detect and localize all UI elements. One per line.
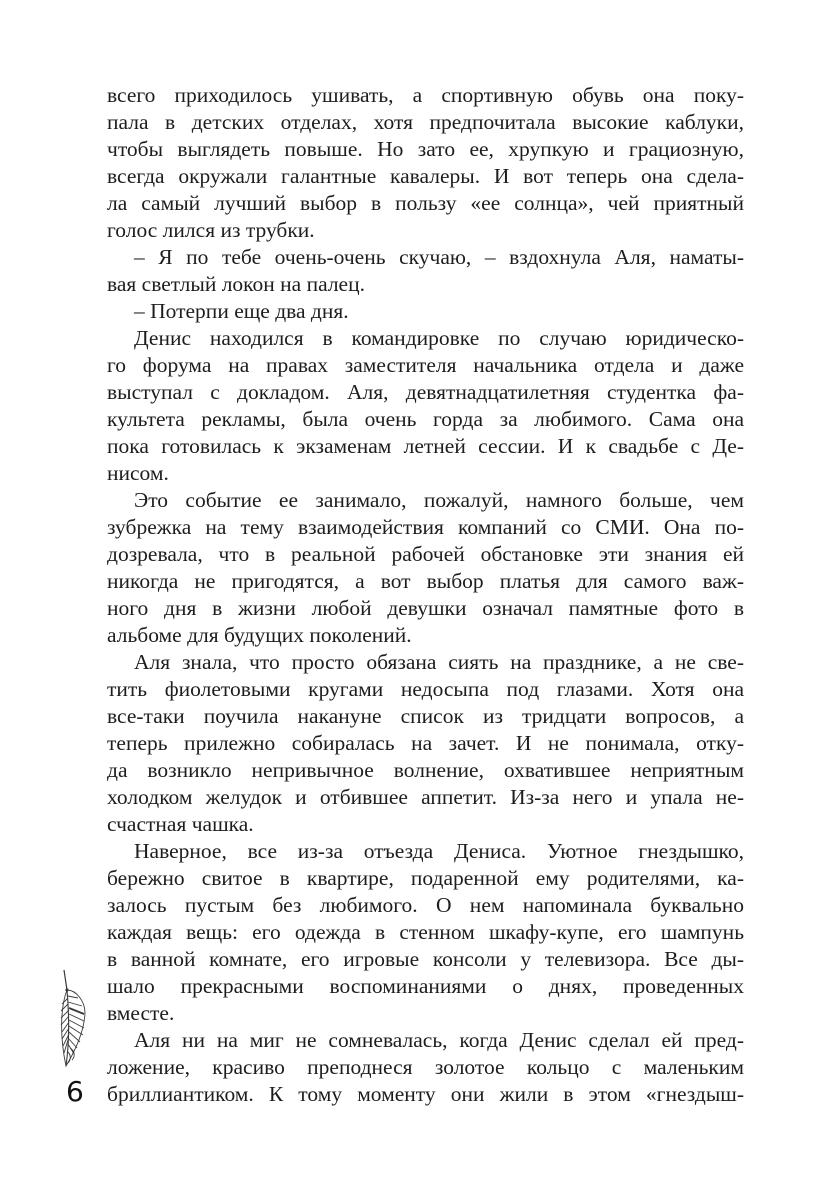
text-line: Это событие ее занимало, пожалуй, намного больше, чем [134, 488, 744, 512]
text-line: – Я по тебе очень-очень скучаю, – вздохнула Аля, наматы- [134, 245, 744, 269]
text-line: бриллиантиком. К тому моменту они жили в этом «гнездыш- [107, 1082, 744, 1106]
paragraph [107, 487, 744, 649]
text-line: – Потерпи еще два дня. [134, 299, 349, 323]
text-line: в ванной комнате, его игровые консоли у телевизора. Все ды- [107, 947, 744, 971]
text-line: да возникло непривычное волнение, охватившее неприятным [107, 758, 744, 782]
text-line: всего приходилось ушивать, а спортивную обувь она поку- [107, 83, 744, 107]
text-line: нисом. [107, 461, 169, 485]
text-line: вая светлый локон на палец. [107, 272, 365, 296]
feather-icon [58, 968, 90, 1078]
text-line: голос лился из трубки. [107, 218, 315, 242]
text-line: залось пустым без любимого. О нем напоминала буквально [107, 893, 744, 917]
text-line: чтобы выглядеть повыше. Но зато ее, хрупкую и грациозную, [107, 137, 744, 161]
text-line: культета рекламы, была очень горда за любимого. Сама она [107, 407, 744, 431]
text-line: пала в детских отделах, хотя предпочитала высокие каблуки, [107, 110, 744, 134]
text-line: холодком желудок и отбившее аппетит. Из-за него и упала не- [107, 785, 744, 809]
body-text [107, 82, 744, 1108]
text-line: всегда окружали галантные кавалеры. И вот теперь она сдела- [107, 164, 744, 188]
text-line: тить фиолетовыми кругами недосыпа под глазами. Хотя она [107, 677, 744, 701]
text-line: никогда не пригодятся, а вот выбор платья для самого важ- [107, 569, 744, 593]
text-line: все-таки поучила накануне список из тридцати вопросов, а [107, 704, 744, 728]
text-line: счастная чашка. [107, 812, 254, 836]
text-line: альбоме для будущих поколений. [107, 623, 412, 647]
text-line: зубрежка на тему взаимодействия компаний со СМИ. Она по- [107, 515, 744, 539]
text-line: теперь прилежно собиралась на зачет. И не понимала, отку- [107, 731, 744, 755]
text-line: ла самый лучший выбор в пользу «ее солнца», чей приятный [107, 191, 744, 215]
text-line: ного дня в жизни любой девушки означал памятные фото в [107, 596, 744, 620]
text-line: Наверное, все из-за отъезда Дениса. Уютное гнездышко, [134, 839, 744, 863]
paragraph [107, 838, 744, 1027]
text-line: выступал с докладом. Аля, девятнадцатилетняя студентка фа- [107, 380, 744, 404]
paragraph [107, 649, 744, 838]
page-number: 6 [66, 1075, 84, 1108]
paragraph [107, 298, 744, 325]
paragraph [107, 82, 744, 244]
text-line: го форума на правах заместителя начальника отдела и даже [107, 353, 744, 377]
paragraph [107, 244, 744, 298]
text-line: пока готовилась к экзаменам летней сессии. И к свадьбе с Де- [107, 434, 744, 458]
text-line: ложение, красиво преподнеся золотое кольцо с маленьким [107, 1055, 744, 1079]
text-line: Аля знала, что просто обязана сиять на празднике, а не све- [134, 650, 744, 674]
text-line: Денис находился в командировке по случаю юридическо- [134, 326, 744, 350]
text-line: бережно свитое в квартире, подаренной ему родителями, ка- [107, 866, 744, 890]
paragraph [107, 1027, 744, 1108]
text-line: каждая вещь: его одежда в стенном шкафу-купе, его шампунь [107, 920, 744, 944]
text-line: дозревала, что в реальной рабочей обстановке эти знания ей [107, 542, 744, 566]
text-line: вместе. [107, 1001, 175, 1025]
paragraph [107, 325, 744, 487]
text-line: Аля ни на миг не сомневалась, когда Денис сделал ей пред- [134, 1028, 744, 1052]
text-line: шало прекрасными воспоминаниями о днях, проведенных [107, 974, 744, 998]
